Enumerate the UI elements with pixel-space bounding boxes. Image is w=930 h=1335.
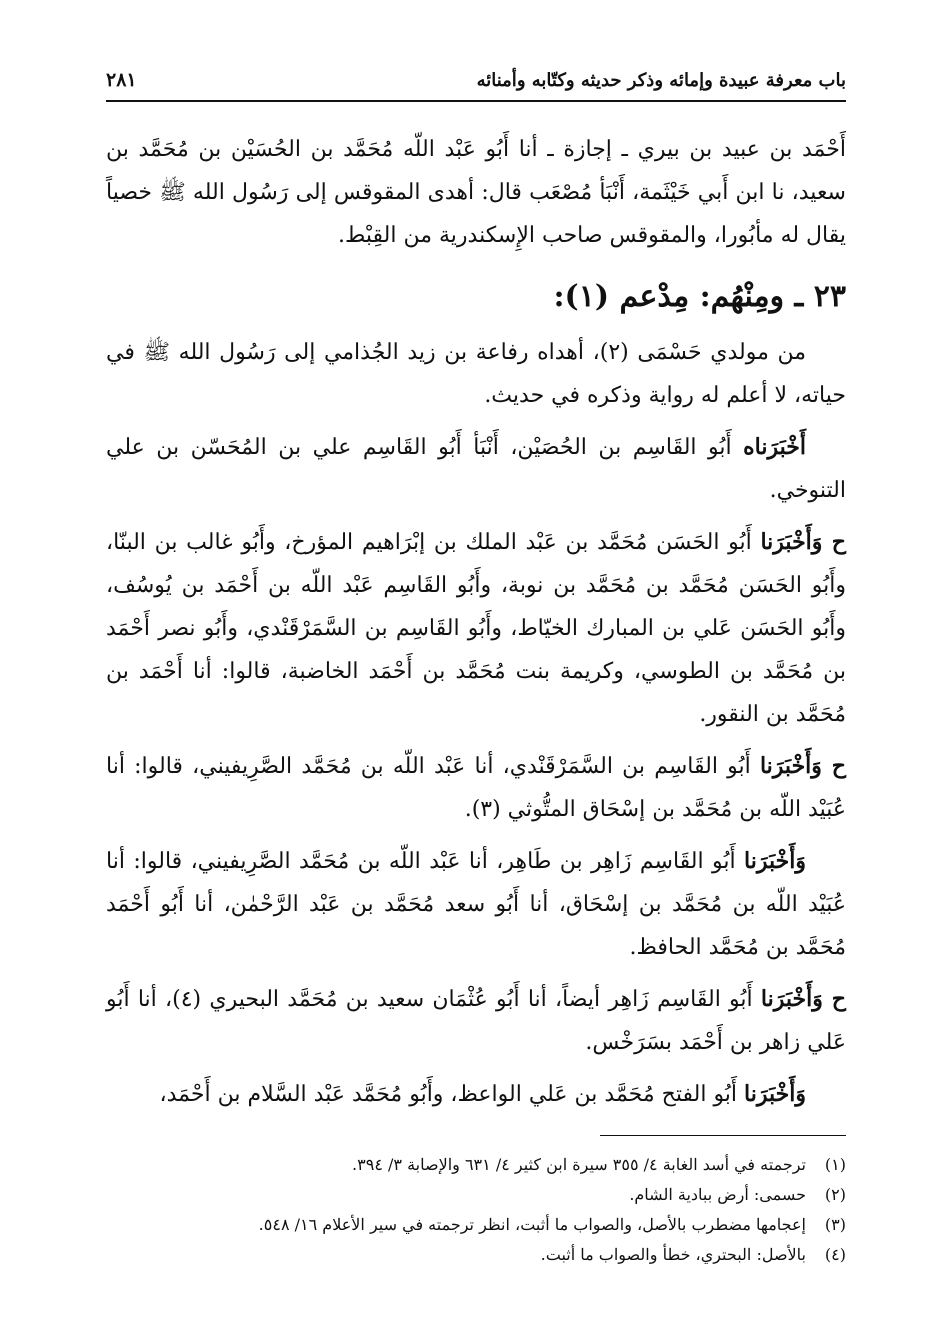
footnote-3 [106,1210,846,1240]
paragraph-text: أَبُو القَاسِم زَاهِر أيضاً، أنا أَبُو عُثْمَان سعيد بن مُحَمَّد البحيري (٤)، أنا أَبُو عَلي زاهر بن أَحْمَد بسَرَخْس. [106,987,846,1055]
footnote-4 [106,1240,846,1270]
paragraph-text: أَبُو القَاسِم زَاهِر بن طَاهِر، أنا عَبْد اللّه بن مُحَمَّد الصَّرِيفيني، قالوا: أنا عُبَيْد اللّه بن مُحَمَّد بن إسْحَاق، أنا أَبُو سعد مُحَمَّد بن عَبْد الرَّحْمٰن، أنا أَبُو أَحْمَد مُحَمَّد بن مُحَمَّد الحافظ. [106,849,846,960]
paragraph-4 [106,521,846,736]
paragraph-1 [106,128,846,257]
page-number: ٢٨١ [106,69,137,91]
paragraph-3 [106,426,846,512]
footnote-number: (٣) [824,1215,846,1234]
paragraph-text: أَحْمَد بن عبيد بن بيري ـ إجازة ـ أنا أَبُو عَبْد اللّه مُحَمَّد بن الحُسَيْن بن مُحَمَّد بن سعيد، نا ابن أَبي خَيْثَمة، أَنْبَأ مُصْعَب قال: أهدى المقوقس إلى رَسُول الله ﷺ خصياً يقال له مأبُورا، والمقوقس صاحب الإِسكندرية من القِبْط. [106,137,846,248]
paragraph-text: من مولدي حَسْمَى (٢)، أهداه رفاعة بن زيد الجُذامي إلى رَسُول الله ﷺ في حياته، لا أعلم له رواية وذكره في حديث. [106,340,846,408]
paragraph-6 [106,840,846,969]
paragraph-text: أَبُو القَاسِم بن السَّمَرْقَنْدي، أنا عَبْد اللّه بن مُحَمَّد الصَّرِيفيني، قالوا: أنا عُبَيْد اللّه بن مُحَمَّد بن إسْحَاق المتُّوثي (٣). [106,754,846,822]
paragraph-5 [106,745,846,831]
paragraph-text: أَبُو الحَسَن مُحَمَّد بن عَبْد الملك بن إبْرَاهيم المؤرخ، وأَبُو غالب بن البنّا، وأَبُو الحَسَن مُحَمَّد بن مُحَمَّد بن نوبة، وأَبُو القَاسِم عَبْد اللّه بن أَحْمَد بن يُوسُف، وأَبُو الحَسَن عَلي بن المبارك الخيّاط، وأَبُو القَاسِم بن السَّمَرْقَنْدي، وأَبُو نصر أَحْمَد بن مُحَمَّد بن الطوسي، وكريمة بنت مُحَمَّد بن أَحْمَد الخاضبة، قالوا: أنا أَحْمَد بن مُحَمَّد بن النقور. [106,530,846,727]
paragraph-lead: ح وَأَخْبَرَنا [760,529,846,555]
paragraph-8 [106,1073,846,1116]
paragraph-lead: ح وَأَخْبَرَنا [760,986,846,1012]
header-rule [106,100,846,102]
paragraph-lead: وَأَخْبَرَنا [744,1081,806,1107]
paragraph-text: أَبُو الفتح مُحَمَّد بن عَلي الواعظ، وأَبُو مُحَمَّد عَبْد السَّلام بن أَحْمَد، [159,1082,738,1107]
footnote-rule [600,1135,846,1136]
paragraph-lead: وَأَخْبَرَنا [744,848,806,874]
paragraph-7 [106,978,846,1064]
footnote-text: حسمى: أرض ببادية الشام. [629,1185,806,1204]
footnotes [106,1150,846,1270]
footnote-1 [106,1150,846,1180]
footnote-2 [106,1180,846,1210]
paragraph-2 [106,331,846,417]
footnote-number: (٢) [824,1185,846,1204]
entry-heading: ٢٣ ـ ومِنْهُم: مِدْعم (١): [553,279,846,314]
footnote-number: (٤) [824,1245,846,1264]
footnote-text: إعجامها مضطرب بالأصل، والصواب ما أثبت، انظر ترجمته في سير الأعلام ١٦/ ٥٤٨. [258,1215,806,1234]
paragraph-lead: ح وَأَخْبَرَنا [759,753,846,779]
main-text [106,128,846,1116]
footnote-number: (١) [824,1155,846,1174]
paragraph-lead: أَخْبَرَناه [743,434,806,460]
footnote-text: ترجمته في أسد الغابة ٤/ ٣٥٥ سيرة ابن كثير ٤/ ٦٣١ والإصابة ٣/ ٣٩٤. [352,1155,806,1174]
chapter-title: باب معرفة عبيدة وإمائه وذكر حديثه وكتّابه وأمنائه [476,69,846,91]
running-header [106,62,846,98]
paragraph-text: أَبُو القَاسِم بن الحُصَيْن، أَنْبَأ أَبُو القَاسِم علي بن المُحَسّن بن علي التنوخي. [106,435,846,503]
footnote-text: بالأصل: البحتري، خطأ والصواب ما أثبت. [540,1245,806,1264]
